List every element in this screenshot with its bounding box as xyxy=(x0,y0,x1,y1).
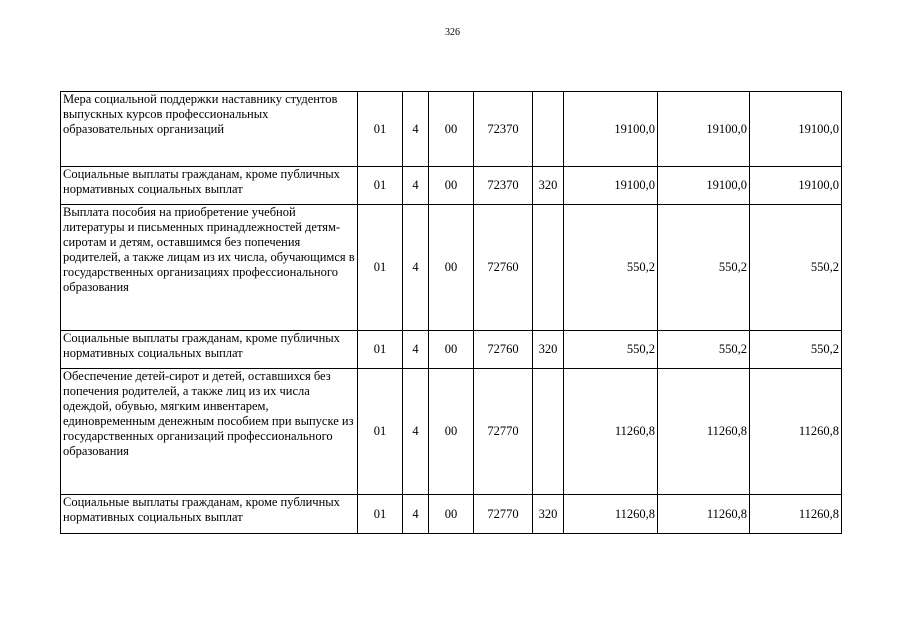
row-sum-year-1: 11260,8 xyxy=(564,369,658,495)
row-expense-type xyxy=(533,92,564,167)
row-code-direction: 72770 xyxy=(474,369,533,495)
budget-table xyxy=(60,91,842,534)
row-sum-year-2: 11260,8 xyxy=(658,369,750,495)
row-name: Социальные выплаты гражданам, кроме публичных нормативных социальных выплат xyxy=(61,167,358,205)
table-row xyxy=(61,331,842,369)
row-sum-year-1: 19100,0 xyxy=(564,167,658,205)
row-subsection: 4 xyxy=(403,369,429,495)
row-code-direction: 72370 xyxy=(474,167,533,205)
row-subsection: 4 xyxy=(403,495,429,534)
page-number: 326 xyxy=(445,27,460,38)
row-sum-year-3: 11260,8 xyxy=(750,495,842,534)
row-code-program: 00 xyxy=(429,495,474,534)
row-sum-year-3: 550,2 xyxy=(750,205,842,331)
row-code-direction: 72370 xyxy=(474,92,533,167)
row-sum-year-2: 550,2 xyxy=(658,205,750,331)
row-expense-type: 320 xyxy=(533,167,564,205)
row-sum-year-3: 19100,0 xyxy=(750,167,842,205)
row-sum-year-1: 11260,8 xyxy=(564,495,658,534)
row-expense-type xyxy=(533,205,564,331)
table-row xyxy=(61,495,842,534)
row-subsection: 4 xyxy=(403,331,429,369)
row-code-direction: 72770 xyxy=(474,495,533,534)
row-code-program: 00 xyxy=(429,331,474,369)
row-sum-year-2: 19100,0 xyxy=(658,92,750,167)
row-expense-type xyxy=(533,369,564,495)
row-section: 01 xyxy=(358,495,403,534)
row-sum-year-1: 550,2 xyxy=(564,331,658,369)
row-code-direction: 72760 xyxy=(474,331,533,369)
row-section: 01 xyxy=(358,205,403,331)
row-name: Выплата пособия на приобретение учебной литературы и письменных принадлежностей детям-сиротам и детям, оставшимся без попечения родителей, а также лицам из их числа, обучающимся в государственных организациях профессионального образования xyxy=(61,205,358,331)
row-code-program: 00 xyxy=(429,167,474,205)
row-sum-year-2: 550,2 xyxy=(658,331,750,369)
row-expense-type: 320 xyxy=(533,331,564,369)
row-section: 01 xyxy=(358,92,403,167)
row-expense-type: 320 xyxy=(533,495,564,534)
row-name: Мера социальной поддержки наставнику студентов выпускных курсов профессиональных образовательных организаций xyxy=(61,92,358,167)
row-name: Обеспечение детей-сирот и детей, оставшихся без попечения родителей, а также лиц из их числа одеждой, обувью, мягким инвентарем, единовременным денежным пособием при выпуске из государственных организаций профессионального образования xyxy=(61,369,358,495)
row-sum-year-2: 19100,0 xyxy=(658,167,750,205)
row-code-program: 00 xyxy=(429,205,474,331)
row-sum-year-1: 19100,0 xyxy=(564,92,658,167)
table-row xyxy=(61,369,842,495)
table-row xyxy=(61,167,842,205)
row-sum-year-3: 19100,0 xyxy=(750,92,842,167)
row-section: 01 xyxy=(358,369,403,495)
row-sum-year-3: 11260,8 xyxy=(750,369,842,495)
row-code-program: 00 xyxy=(429,369,474,495)
row-code-program: 00 xyxy=(429,92,474,167)
row-subsection: 4 xyxy=(403,167,429,205)
row-sum-year-2: 11260,8 xyxy=(658,495,750,534)
row-subsection: 4 xyxy=(403,205,429,331)
table-row xyxy=(61,205,842,331)
row-name: Социальные выплаты гражданам, кроме публичных нормативных социальных выплат xyxy=(61,495,358,534)
table-row xyxy=(61,92,842,167)
row-subsection: 4 xyxy=(403,92,429,167)
row-code-direction: 72760 xyxy=(474,205,533,331)
row-sum-year-1: 550,2 xyxy=(564,205,658,331)
row-name: Социальные выплаты гражданам, кроме публичных нормативных социальных выплат xyxy=(61,331,358,369)
row-section: 01 xyxy=(358,167,403,205)
row-sum-year-3: 550,2 xyxy=(750,331,842,369)
row-section: 01 xyxy=(358,331,403,369)
